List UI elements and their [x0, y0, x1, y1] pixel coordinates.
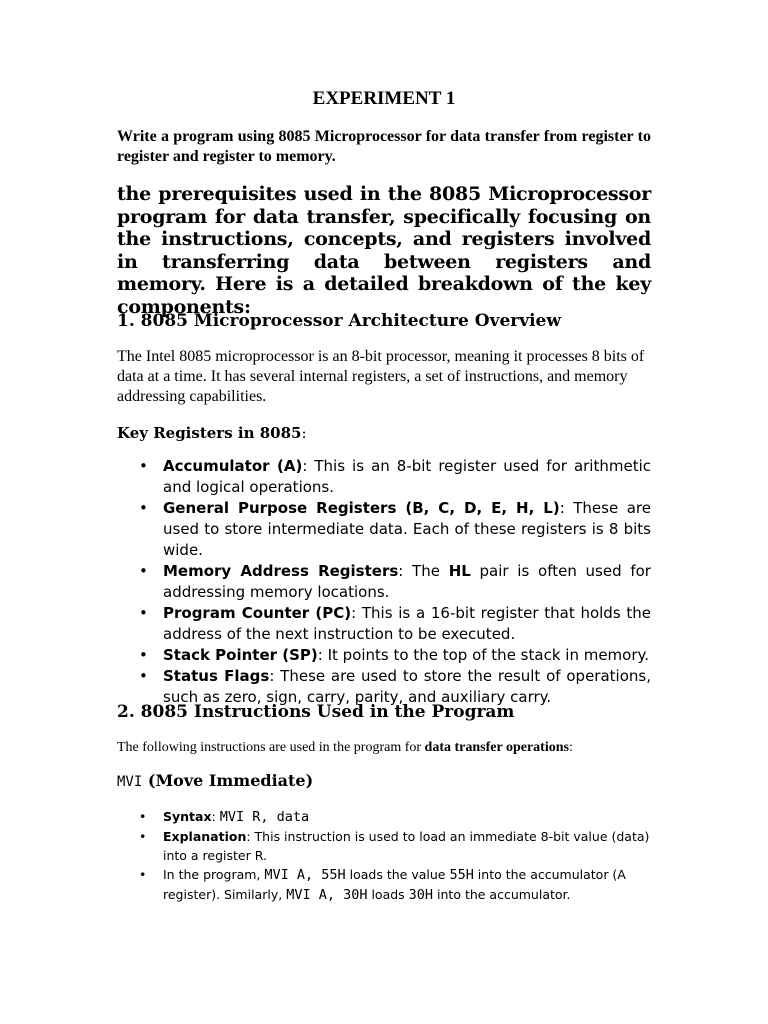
mvi-heading [117, 771, 313, 790]
architecture-paragraph: The Intel 8085 microprocessor is an 8-bit processor, meaning it processes 8 bits of data at a time. It has several internal registers, a set of instructions, and memory addressing capabilities. [117, 348, 645, 405]
register-desc: : These are used to store intermediate data. Each of these registers is 8 bits wide. [163, 499, 651, 559]
page-title: EXPERIMENT 1 [312, 88, 456, 109]
section-1-heading: 1. 8085 Microprocessor Architecture Overview [117, 311, 562, 331]
mvi-heading-rest: (Move Immediate) [142, 771, 314, 790]
register-term: Status Flags [163, 667, 270, 685]
mvi-details-list [117, 807, 651, 905]
example-text: In the program, [163, 867, 265, 882]
example-text: loads [367, 887, 409, 902]
list-item [117, 645, 651, 666]
registers-list [117, 456, 651, 708]
example-code: 55H [449, 867, 474, 883]
example-text: into the accumulator (A register). Similarly, [163, 867, 626, 902]
register-term: Accumulator (A) [163, 457, 303, 475]
example-text: loads the value [345, 867, 450, 882]
mvi-code: MVI [117, 774, 143, 790]
lead-end: : [568, 740, 573, 755]
example-text: into the accumulator. [433, 887, 571, 902]
experiment-aim: Write a program using 8085 Microprocessor for data transfer from register to register and register to memory. [117, 128, 651, 165]
register-term: Program Counter (PC) [163, 604, 352, 622]
example-code: MVI A, 55H [264, 867, 346, 883]
instructions-lead [117, 740, 573, 756]
list-item [117, 807, 651, 827]
example-code: MVI A, 30H [286, 887, 368, 903]
register-desc: : This is an 8-bit register used for arithmetic and logical operations. [163, 457, 651, 496]
register-term: Memory Address Registers [163, 562, 399, 580]
list-item [117, 456, 651, 498]
register-term: Stack Pointer (SP) [163, 646, 318, 664]
register-term: General Purpose Registers (B, C, D, E, H, L) [163, 499, 560, 517]
key-registers-colon: : [301, 424, 307, 442]
syntax-sep: : [211, 809, 220, 824]
syntax-code: MVI R, data [219, 809, 310, 825]
register-desc: : The [398, 562, 449, 580]
list-item [117, 827, 651, 865]
explanation-text: : This instruction is used to load an immediate 8-bit value (data) into a register R. [163, 829, 650, 863]
register-desc: pair is often used for addressing memory locations. [163, 562, 651, 601]
syntax-label: Syntax [163, 809, 212, 824]
register-desc: : This is a 16-bit register that holds the address of the next instruction to be executed. [163, 604, 651, 643]
section-2-heading: 2. 8085 Instructions Used in the Program [117, 702, 515, 722]
example-code: 30H [408, 887, 434, 903]
intro-paragraph: the prerequisites used in the 8085 Microprocessor program for data transfer, specifically focusing on the instructions, concepts, and registers involved in transferring data between registers and memory. Here is a detailed breakdown of the key components: [117, 183, 651, 318]
lead-bold: data transfer operations [424, 740, 569, 755]
explanation-label: Explanation [163, 829, 247, 844]
list-item [117, 498, 651, 561]
list-item [117, 865, 651, 905]
lead-text: The following instructions are used in the program for [117, 740, 425, 755]
register-desc: : These are used to store the result of operations, such as zero, sign, carry, parity, and auxiliary carry. [163, 667, 651, 706]
list-item [117, 603, 651, 645]
list-item [117, 561, 651, 603]
key-registers-heading [117, 424, 307, 442]
register-term-hl: HL [448, 562, 471, 580]
register-desc: : It points to the top of the stack in memory. [317, 646, 650, 664]
key-registers-label: Key Registers in 8085 [117, 424, 302, 442]
